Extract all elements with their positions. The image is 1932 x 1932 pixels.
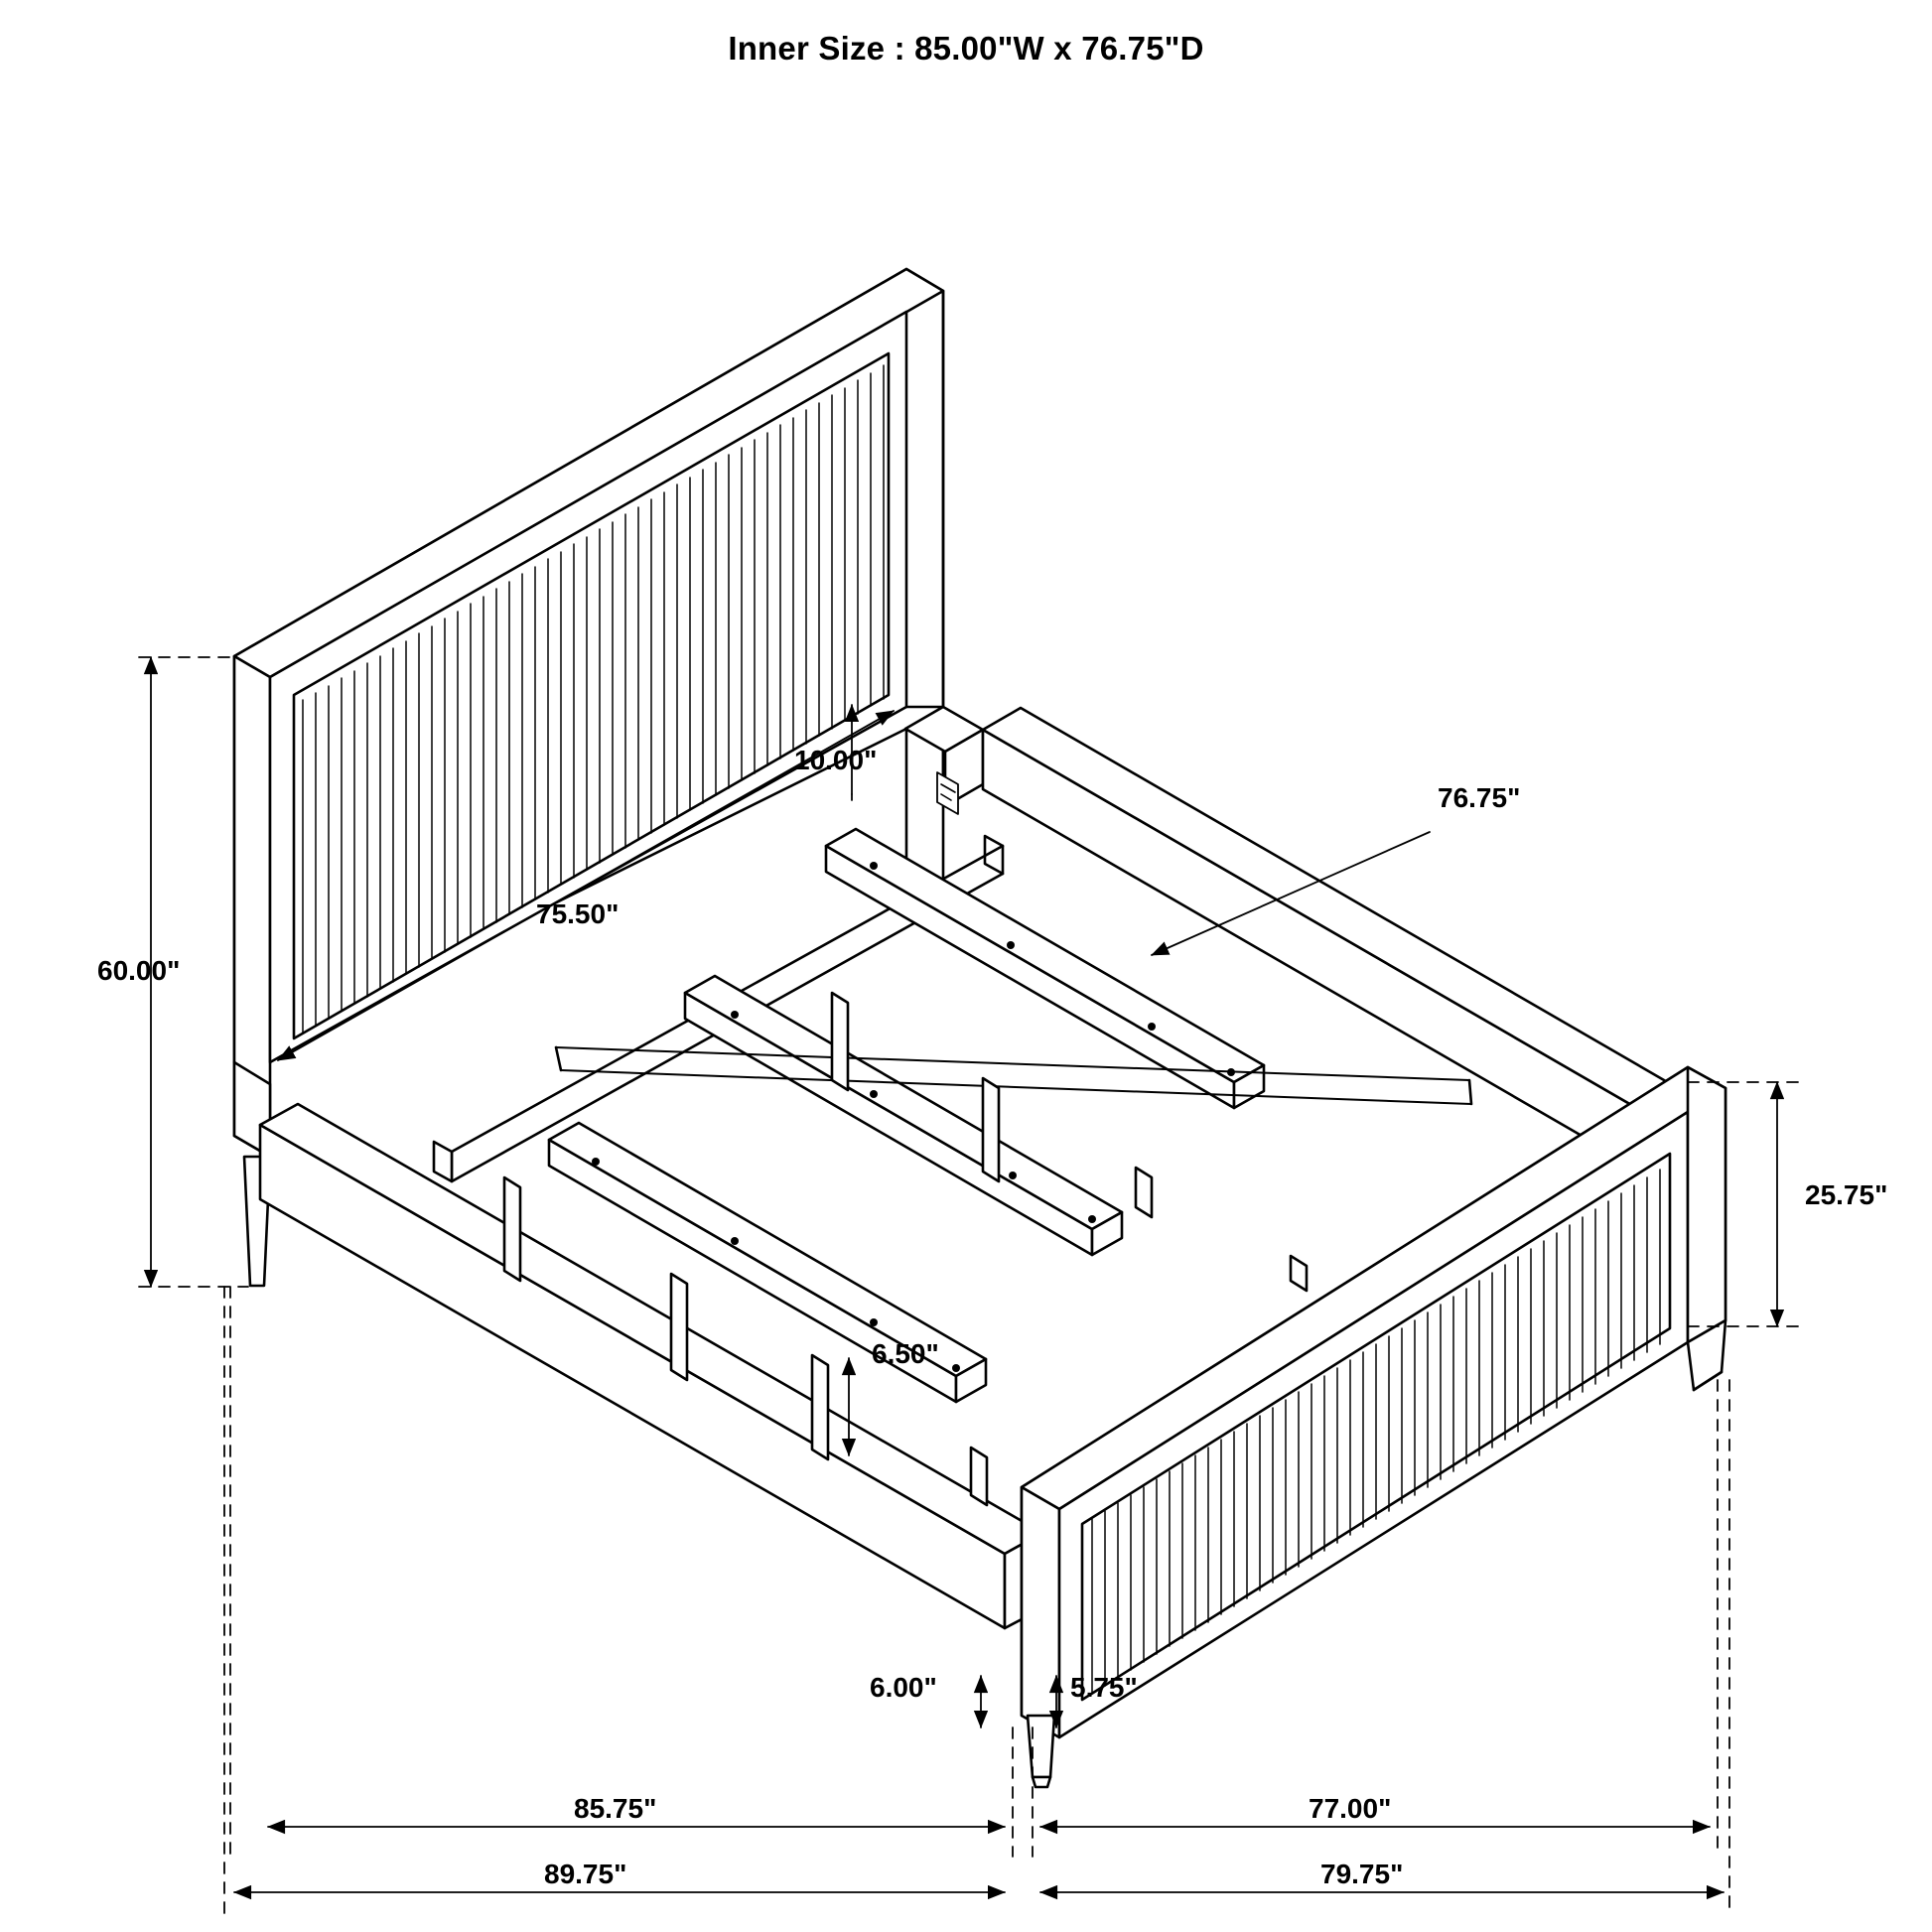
- dimension-label-width-right-segment: 77.00": [1309, 1793, 1392, 1824]
- dimension-label-length-left-segment: 85.75": [574, 1793, 657, 1824]
- dimension-label-outer-length-left-segment: 89.75": [544, 1859, 627, 1889]
- dimension-label-footboard-height: 25.75": [1805, 1179, 1888, 1210]
- dimension-label-inner-depth: 76.75": [1438, 782, 1521, 813]
- dimension-label-headboard-inner-width: 75.50": [536, 898, 620, 929]
- dimension-label-slat-clearance: 6.50": [872, 1338, 939, 1369]
- page-title: Inner Size : 85.00"W x 76.75"D: [728, 30, 1204, 67]
- dimension-label-headboard-panel-offset: 10.00": [794, 745, 878, 775]
- dimension-label-headboard-height: 60.00": [97, 955, 181, 986]
- dimension-label-footboard-floor-clearance: 5.75": [1070, 1672, 1138, 1703]
- dimension-label-rail-floor-clearance: 6.00": [870, 1672, 937, 1703]
- dimension-label-outer-width-right-segment: 79.75": [1320, 1859, 1404, 1889]
